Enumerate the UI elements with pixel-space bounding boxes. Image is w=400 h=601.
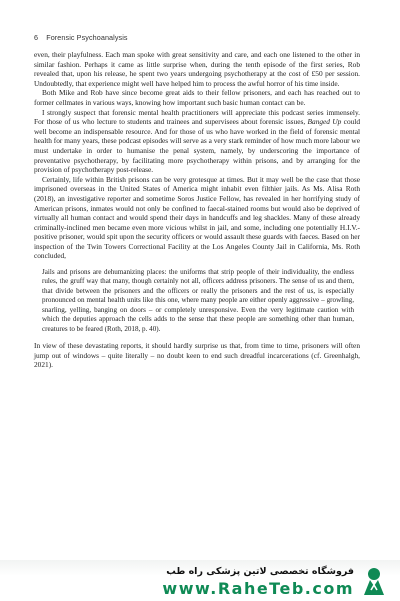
paragraph-5: In view of these devastating reports, it should hardly surprise us that, from time to time, prisoners will often jump out of windows – quite literally – no doubt keen to end such dreadful incarcerations (cf. Greenhalgh, 2021). [34, 340, 360, 370]
running-header [34, 33, 128, 42]
paragraph-2: Both Mike and Rob have since become great aids to their fellow prisoners, and each has reached out to former cellmates in various ways, knowing how important such basic human contact can be. [34, 88, 360, 107]
podcast-title: Banged Up [307, 117, 342, 127]
block-quote: Jails and prisons are dehumanizing places: the uniforms that strip people of their individuality, the endless rules, the gruff way that many, though certainly not all, officers address prisoners. The sense of us and them, that divide between the prisoners and the officers or really the prisoners and the rest of us, is especially pronounced on mental health units like this one, where many people are either openly aggressive – growling, snarling, yelling, banging on doors – or completely unresponsive. Even the very legitimate caution with which the deputies approach the cells adds to the sense that these people are something other than human, creatures to be feared (Roth, 2018, p. 40). [42, 268, 354, 333]
paragraph-3-text-b: could well become an indispensable resource. And for those of us who have worked in the field of forensic mental health for many years, these podcast episodes will serve as a very stark reminder of how much more labour we must undertake in order to humanise the penal system, namely, by underscoring the importance of preventative psychotherapy, by facilitating more psychotherapy within prisons, and by arranging for the provision of psychotherapy post-release. [34, 117, 360, 175]
watermark-persian-text: فروشگاه تخصصی لاتین پزشکی راه طب [166, 566, 354, 577]
paragraph-3-text-a: I strongly suspect that forensic mental health practitioners will appreciate this podcast series immensely. For those of us who lecture to students and trainees and supervisees about forensic issues, [34, 107, 360, 127]
running-title: Forensic Psychoanalysis [46, 33, 128, 42]
body-text [34, 50, 360, 370]
paragraph-1: even, their playfulness. Each man spoke with great sensitivity and care, and each one listened to the other in similar fashion. Perhaps it came as little surprise when, during the tenth episode of the first series, Rob revealed that, upon his release, he spent two years undergoing psychotherapy at the cost of £50 per session. Undoubtedly, that experience might well have helped him to process the awful horror of his time inside. [34, 50, 360, 88]
page-number: 6 [34, 33, 39, 42]
rahe-teb-logo-icon [360, 566, 388, 596]
watermark-url: www.RaheTeb.com [162, 579, 354, 598]
paragraph-3 [34, 108, 360, 175]
paragraph-4: Certainly, life within British prisons can be very grotesque at times. But it may well be the case that those imprisoned overseas in the United States of America might inhabit even filthier jails. As Ms. Alisa Roth (2018), an investigative reporter and sometime Soros Justice Fellow, has revealed in her horrifying study of American prisons, inmates would not only be confined to faecal-stained rooms but would also be deprived of virtually all human contact and would spend their days in handcuffs and leg shackles. Many of these already criminally-inclined men became even more vicious whilst in jail, and some, including one potentially H.I.V.-positive prisoner, would spit upon the security officers or would assault these guards with faeces. Based on her inspection of the Twin Towers Correctional Facility at the Los Angeles County Jail in California, Ms. Roth concluded, [34, 174, 360, 261]
watermark [158, 566, 388, 598]
